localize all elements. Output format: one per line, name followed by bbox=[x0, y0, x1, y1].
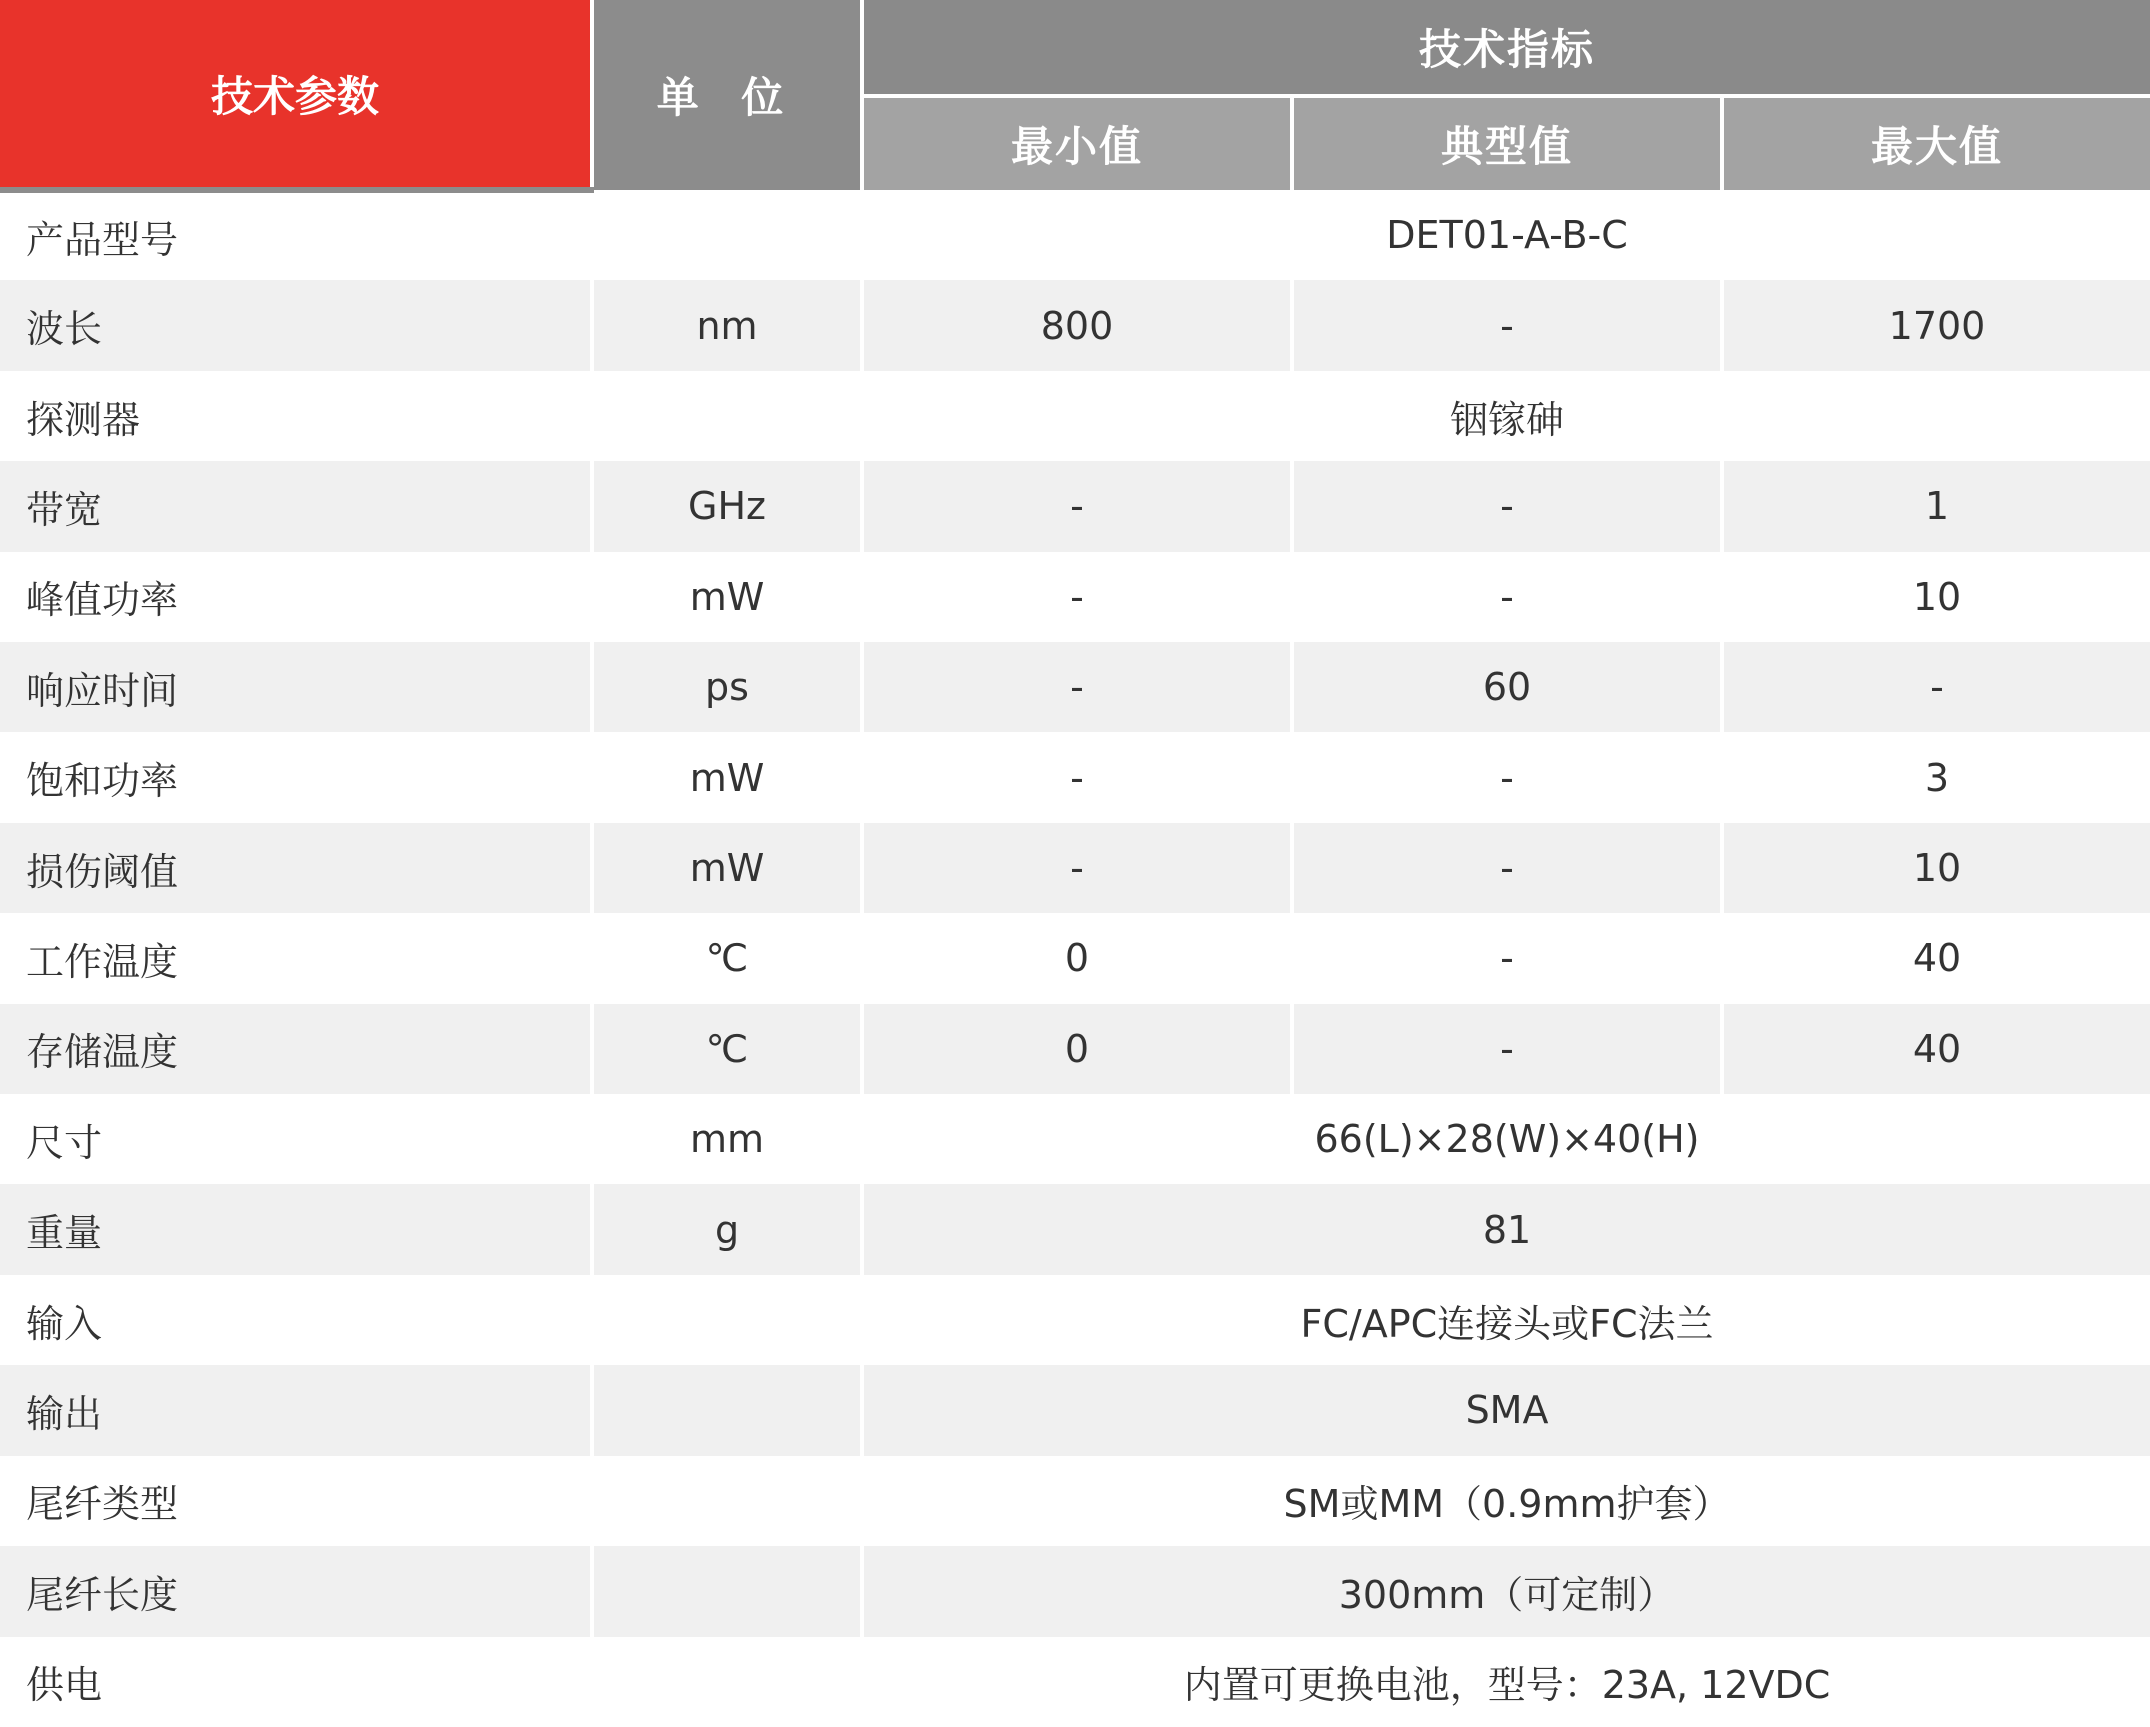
param-cell: 波长 bbox=[0, 280, 592, 370]
table-row bbox=[0, 913, 2150, 1003]
unit-cell: mW bbox=[592, 732, 862, 822]
table-row bbox=[0, 552, 2150, 642]
unit-cell: ℃ bbox=[592, 913, 862, 1003]
typ-cell: 60 bbox=[1292, 642, 1722, 732]
table-row bbox=[0, 1004, 2150, 1094]
value-span-cell: SMA bbox=[862, 1365, 2150, 1455]
param-cell: 带宽 bbox=[0, 461, 592, 551]
param-cell: 重量 bbox=[0, 1184, 592, 1274]
typ-cell: - bbox=[1292, 552, 1722, 642]
header-typ: 典型值 bbox=[1292, 96, 1722, 190]
value-span-cell: 内置可更换电池，型号：23A, 12VDC bbox=[862, 1637, 2150, 1727]
param-cell: 产品型号 bbox=[0, 190, 592, 280]
min-cell: - bbox=[862, 461, 1292, 551]
unit-cell bbox=[592, 190, 862, 280]
typ-cell: - bbox=[1292, 913, 1722, 1003]
value-span-cell: 66(L)×28(W)×40(H) bbox=[862, 1094, 2150, 1184]
table-row bbox=[0, 1094, 2150, 1184]
min-cell: - bbox=[862, 552, 1292, 642]
param-cell: 工作温度 bbox=[0, 913, 592, 1003]
min-cell: 0 bbox=[862, 913, 1292, 1003]
header-min: 最小值 bbox=[862, 96, 1292, 190]
header-unit: 单 位 bbox=[592, 0, 862, 190]
unit-cell: mW bbox=[592, 552, 862, 642]
table-row bbox=[0, 1546, 2150, 1636]
unit-cell: ps bbox=[592, 642, 862, 732]
max-cell: 1700 bbox=[1722, 280, 2150, 370]
table-row bbox=[0, 1275, 2150, 1365]
value-span-cell: 300mm（可定制） bbox=[862, 1546, 2150, 1636]
min-cell: 0 bbox=[862, 1004, 1292, 1094]
typ-cell: - bbox=[1292, 461, 1722, 551]
table-header bbox=[0, 0, 2150, 190]
param-cell: 尾纤长度 bbox=[0, 1546, 592, 1636]
value-span-cell: 81 bbox=[862, 1184, 2150, 1274]
unit-cell: mW bbox=[592, 823, 862, 913]
value-span-cell: FC/APC连接头或FC法兰 bbox=[862, 1275, 2150, 1365]
max-cell: 40 bbox=[1722, 913, 2150, 1003]
unit-cell: nm bbox=[592, 280, 862, 370]
min-cell: - bbox=[862, 732, 1292, 822]
typ-cell: - bbox=[1292, 280, 1722, 370]
table-row bbox=[0, 190, 2150, 280]
param-cell: 饱和功率 bbox=[0, 732, 592, 822]
max-cell: 10 bbox=[1722, 823, 2150, 913]
table-row bbox=[0, 732, 2150, 822]
param-cell: 探测器 bbox=[0, 371, 592, 461]
max-cell: - bbox=[1722, 642, 2150, 732]
table-row bbox=[0, 823, 2150, 913]
param-cell: 响应时间 bbox=[0, 642, 592, 732]
header-spec-group: 技术指标 bbox=[862, 0, 2150, 96]
unit-cell bbox=[592, 1456, 862, 1546]
value-span-cell: DET01-A-B-C bbox=[862, 190, 2150, 280]
header-param: 技术参数 bbox=[0, 0, 592, 190]
table-row bbox=[0, 1365, 2150, 1455]
max-cell: 3 bbox=[1722, 732, 2150, 822]
max-cell: 40 bbox=[1722, 1004, 2150, 1094]
unit-cell bbox=[592, 1637, 862, 1727]
param-cell: 峰值功率 bbox=[0, 552, 592, 642]
typ-cell: - bbox=[1292, 732, 1722, 822]
table-row bbox=[0, 280, 2150, 370]
unit-cell: ℃ bbox=[592, 1004, 862, 1094]
min-cell: - bbox=[862, 642, 1292, 732]
unit-cell: g bbox=[592, 1184, 862, 1274]
header-max: 最大值 bbox=[1722, 96, 2150, 190]
table-row bbox=[0, 461, 2150, 551]
table-body bbox=[0, 190, 2150, 1727]
value-span-cell: SM或MM（0.9mm护套） bbox=[862, 1456, 2150, 1546]
max-cell: 10 bbox=[1722, 552, 2150, 642]
table-row bbox=[0, 1184, 2150, 1274]
table-row bbox=[0, 1637, 2150, 1727]
table-row bbox=[0, 1456, 2150, 1546]
param-cell: 尺寸 bbox=[0, 1094, 592, 1184]
table-row bbox=[0, 642, 2150, 732]
max-cell: 1 bbox=[1722, 461, 2150, 551]
unit-cell bbox=[592, 1365, 862, 1455]
value-span-cell: 铟镓砷 bbox=[862, 371, 2150, 461]
typ-cell: - bbox=[1292, 1004, 1722, 1094]
unit-cell bbox=[592, 1546, 862, 1636]
table-row bbox=[0, 371, 2150, 461]
unit-cell bbox=[592, 1275, 862, 1365]
min-cell: 800 bbox=[862, 280, 1292, 370]
param-cell: 输入 bbox=[0, 1275, 592, 1365]
param-cell: 损伤阈值 bbox=[0, 823, 592, 913]
unit-cell bbox=[592, 371, 862, 461]
param-cell: 存储温度 bbox=[0, 1004, 592, 1094]
param-cell: 输出 bbox=[0, 1365, 592, 1455]
param-cell: 尾纤类型 bbox=[0, 1456, 592, 1546]
param-cell: 供电 bbox=[0, 1637, 592, 1727]
typ-cell: - bbox=[1292, 823, 1722, 913]
min-cell: - bbox=[862, 823, 1292, 913]
unit-cell: GHz bbox=[592, 461, 862, 551]
unit-cell: mm bbox=[592, 1094, 862, 1184]
